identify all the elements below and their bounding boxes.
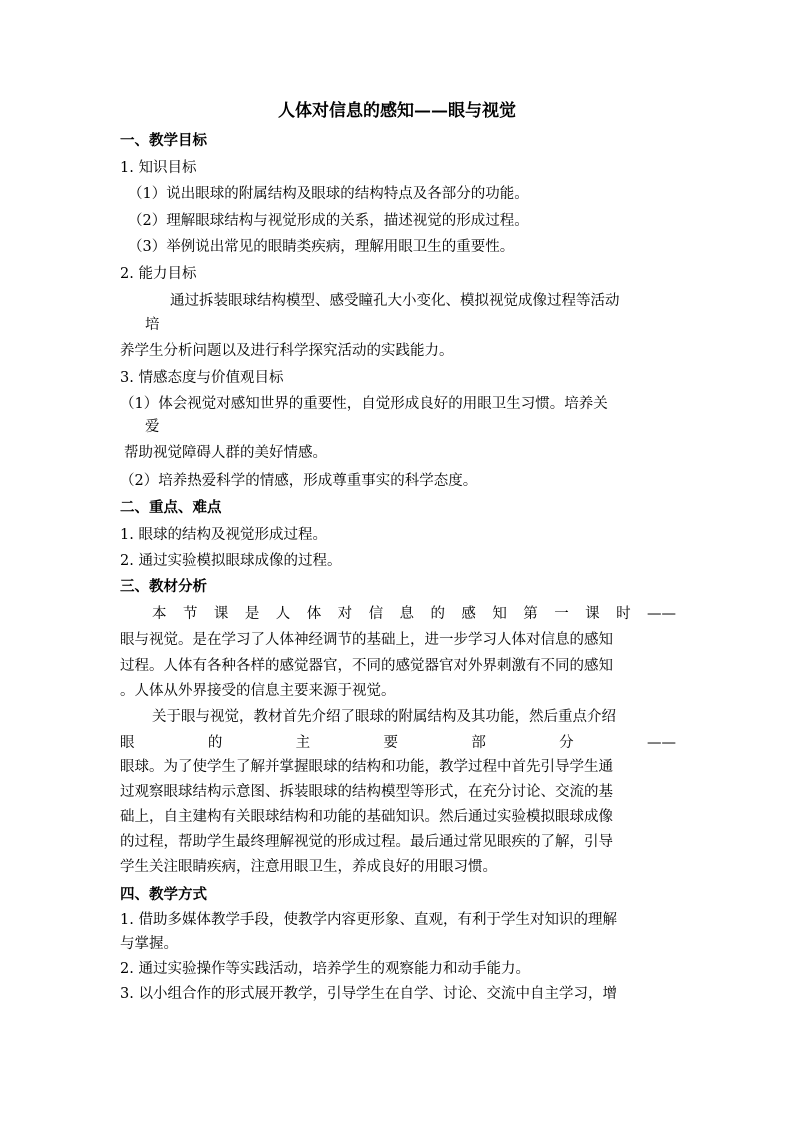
emotion-goal-2: （2）培养热爱科学的情感，形成尊重事实的科学态度。 <box>120 473 478 489</box>
spread-char: —— <box>647 606 676 622</box>
analysis-para-1-line-2: 眼与视觉。是在学习了人体神经调节的基础上，进一步学习人体对信息的感知 <box>120 632 613 648</box>
analysis-para-2-line-5: 础上，自主建构有关眼球结构和功能的基础知识。然后通过实验模拟眼球成像 <box>120 809 613 825</box>
spread-char: 的 <box>207 735 223 751</box>
spread-char: 本 <box>152 606 167 622</box>
spread-char: 第 <box>523 606 538 622</box>
spread-char: 是 <box>244 606 260 622</box>
emotion-goal-1-line-1: （1）体会视觉对感知世界的重要性，自觉形成良好的用眼卫生习惯。培养关 <box>120 396 608 412</box>
spread-char: 体 <box>306 606 322 622</box>
spread-char: 信 <box>368 606 384 622</box>
spread-char: 节 <box>182 606 198 622</box>
ability-goal-line-1: 通过拆装眼球结构模型、感受瞳孔大小变化、模拟视觉成像过程等活动 <box>170 293 620 309</box>
knowledge-goal-heading: 1. 知识目标 <box>120 160 197 176</box>
section-heading-objectives: 一、教学目标 <box>120 132 207 149</box>
ability-goal-line-1-wrap: 培 <box>145 317 160 333</box>
spread-char: 眼 <box>120 735 135 751</box>
spread-char: 课 <box>585 606 600 622</box>
spread-char: 对 <box>337 606 353 622</box>
document-title: 人体对信息的感知——眼与视觉 <box>278 101 516 121</box>
spread-char: 感 <box>461 606 476 622</box>
key-point-1: 1. 眼球的结构及视觉形成过程。 <box>120 527 327 543</box>
knowledge-goal-2: （2）理解眼球结构与视觉形成的关系，描述视觉的形成过程。 <box>128 213 529 229</box>
analysis-para-2-line-2 <box>120 733 676 753</box>
key-point-2: 2. 通过实验模拟眼球成像的过程。 <box>120 553 342 569</box>
emotion-goal-1-wrap: 爱 <box>145 419 160 435</box>
ability-goal-heading: 2. 能力目标 <box>120 266 197 282</box>
analysis-para-2-line-1: 关于眼与视觉，教材首先介绍了眼球的附属结构及其功能，然后重点介绍 <box>152 709 616 725</box>
knowledge-goal-1: （1）说出眼球的附属结构及眼球的结构特点及各部分的功能。 <box>128 186 529 202</box>
ability-goal-line-2: 养学生分析问题以及进行科学探究活动的实践能力。 <box>120 343 454 359</box>
spread-char: 主 <box>295 735 311 751</box>
spread-char: 要 <box>383 735 398 751</box>
analysis-para-2-line-4: 过观察眼球结构示意图、拆装眼球的结构模型等形式，在充分讨论、交流的基 <box>120 784 613 800</box>
method-1-line-2: 与掌握。 <box>120 936 178 952</box>
analysis-para-2-line-3: 眼球。为了使学生了解并掌握眼球的结构和功能，教学过程中首先引导学生通 <box>120 759 613 775</box>
spread-char: 的 <box>430 606 445 622</box>
section-heading-textbook-analysis: 三、教材分析 <box>120 578 207 595</box>
analysis-para-2-line-7: 学生关注眼睛疾病，注意用眼卫生，养成良好的用眼习惯。 <box>120 859 497 875</box>
spread-char: 知 <box>492 606 507 622</box>
method-1-line-1: 1. 借助多媒体教学手段，使教学内容更形象、直观，有利于学生对知识的理解 <box>120 912 617 928</box>
analysis-para-1-line-3: 过程。人体有各种各样的感觉器官，不同的感觉器官对外界刺激有不同的感知 <box>120 658 613 674</box>
section-heading-teaching-methods: 四、教学方式 <box>120 886 207 903</box>
analysis-para-1-line-1 <box>152 604 676 624</box>
spread-char: 人 <box>275 606 291 622</box>
spread-char: 部 <box>471 735 486 751</box>
spread-char: 课 <box>213 606 229 622</box>
analysis-para-2-line-6: 的过程，帮助学生最终理解视觉的形成过程。最后通过常见眼疾的了解，引导 <box>120 834 613 850</box>
method-3: 3. 以小组合作的形式展开教学，引导学生在自学、讨论、交流中自主学习，增 <box>120 986 617 1002</box>
spread-char: —— <box>646 735 676 751</box>
spread-char: 一 <box>554 606 569 622</box>
emotion-goal-1-line-2: 帮助视觉障碍人群的美好情感。 <box>124 445 327 461</box>
spread-char: 分 <box>559 735 574 751</box>
section-heading-key-points: 二、重点、难点 <box>120 499 222 516</box>
spread-char: 息 <box>399 606 414 622</box>
method-2: 2. 通过实验操作等实践活动，培养学生的观察能力和动手能力。 <box>120 961 530 977</box>
spread-char: 时 <box>616 606 631 622</box>
analysis-para-1-line-4: 。人体从外界接受的信息主要来源于视觉。 <box>120 683 396 699</box>
knowledge-goal-3: （3）举例说出常见的眼睛类疾病，理解用眼卫生的重要性。 <box>128 239 515 255</box>
emotion-goal-heading: 3. 情感态度与价值观目标 <box>120 370 284 386</box>
